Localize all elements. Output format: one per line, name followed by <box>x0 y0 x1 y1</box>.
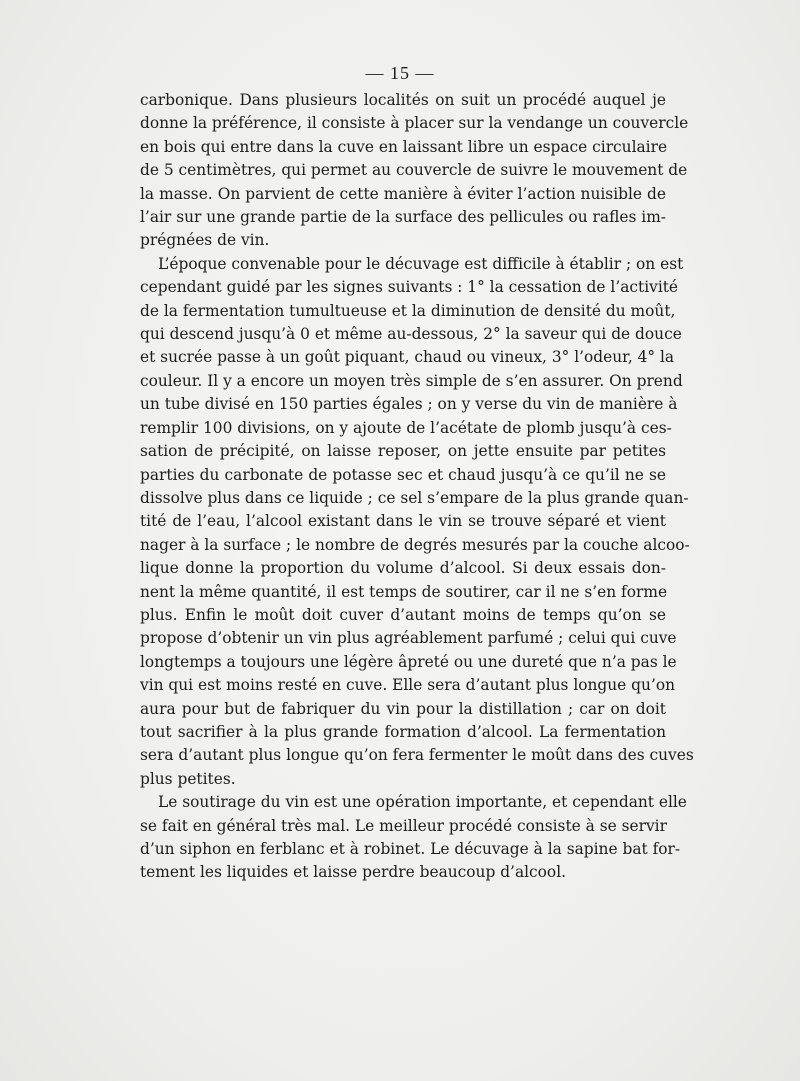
text-line: prégnées de vin. <box>140 231 270 250</box>
text-line: tité de l’eau, l’alcool existant dans le vin se trouve séparé et vient <box>140 512 666 531</box>
text-line: remplir 100 divisions, on y ajoute de l’acétate de plomb jusqu’à ces- <box>140 418 672 437</box>
text-line: L’époque convenable pour le décuvage est difficile à établir ; on est <box>158 254 684 273</box>
text-line: dissolve plus dans ce liquide ; ce sel s’empare de la plus grande quan- <box>140 488 689 507</box>
text-line: tout sacrifier à la plus grande formation d’alcool. La fermentation <box>140 722 666 741</box>
text-line: d’un siphon en ferblanc et à robinet. Le décuvage à la sapine bat for- <box>140 840 681 858</box>
text-line: aura pour but de fabriquer du vin pour la distillation ; car on doit <box>140 699 666 718</box>
text-line: nent la même quantité, il est temps de soutirer, car il ne s’en forme <box>140 582 668 601</box>
text-line: tement les liquides et laisse perdre beaucoup d’alcool. <box>140 863 567 882</box>
text-line: sera d’autant plus longue qu’on fera fermenter le moût dans des cuves <box>140 746 694 765</box>
page-number: — 15 — <box>365 63 435 83</box>
text-line: sation de précipité, on laisse reposer, on jette ensuite par petites <box>140 442 666 461</box>
text-line: et sucrée passe à un goût piquant, chaud ou vineux, 3° l’odeur, 4° la <box>140 348 675 367</box>
text-line: carbonique. Dans plusieurs localités on suit un procédé auquel je <box>140 91 666 109</box>
text-line: la masse. On parvient de cette manière à éviter l’action nuisible de <box>140 184 666 203</box>
text-line: longtemps a toujours une légère âpreté ou une dureté que n’a pas le <box>140 652 677 671</box>
text-line: plus petites. <box>140 769 236 788</box>
text-line: de la fermentation tumultueuse et la diminution de densité du moût, <box>140 301 676 320</box>
text-line: qui descend jusqu’à 0 et même au-dessous, 2° la saveur qui de douce <box>140 325 682 344</box>
text-line: plus. Enfin le moût doit cuver d’autant moins de temps qu’on se <box>140 605 666 624</box>
text-line: vin qui est moins resté en cuve. Elle sera d’autant plus longue qu’on <box>140 676 676 695</box>
text-line: Le soutirage du vin est une opération importante, et cependant elle <box>158 793 687 812</box>
text-line: de 5 centimètres, qui permet au couvercle de suivre le mouvement de <box>140 161 688 180</box>
text-line: lique donne la proportion du volume d’alcool. Si deux essais don- <box>140 559 666 578</box>
text-line: l’air sur une grande partie de la surface des pellicules ou rafles im- <box>140 208 666 227</box>
text-line: nager à la surface ; le nombre de degrés mesurés par la couche alcoo- <box>140 535 690 554</box>
text-line: propose d’obtenir un vin plus agréablement parfumé ; celui qui cuve <box>140 629 677 648</box>
text-line: donne la préférence, il consiste à placer sur la vendange un couvercle <box>140 114 689 133</box>
text-line: un tube divisé en 150 parties égales ; on y verse du vin de manière à <box>140 395 678 414</box>
text-line: cependant guidé par les signes suivants : 1° la cessation de l’activité <box>140 278 679 297</box>
text-line: en bois qui entre dans la cuve en laissant libre un espace circulaire <box>140 137 668 156</box>
text-line: couleur. Il y a encore un moyen très simple de s’en assurer. On prend <box>140 371 683 390</box>
text-line: parties du carbonate de potasse sec et chaud jusqu’à ce qu’il ne se <box>140 465 666 484</box>
body-text <box>140 89 694 885</box>
text-line: se fait en général très mal. Le meilleur procédé consiste à se servir <box>140 816 667 835</box>
